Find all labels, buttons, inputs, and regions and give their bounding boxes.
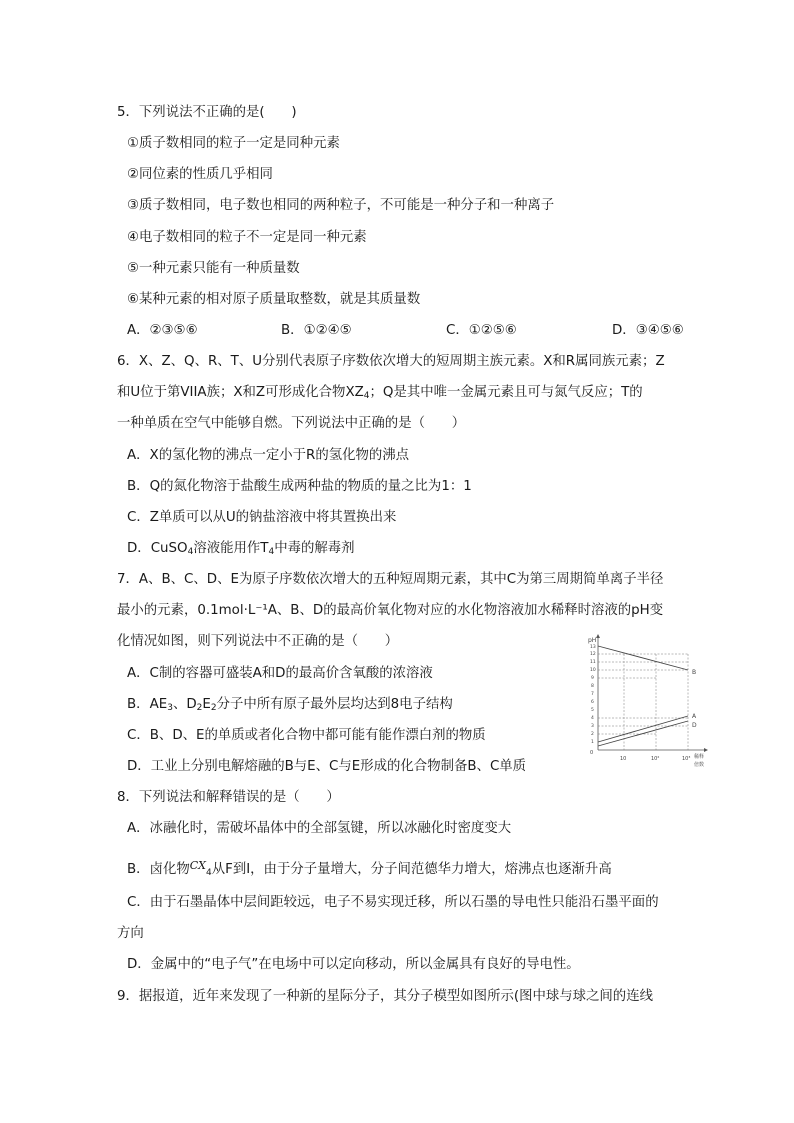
y-tick-8: 8 xyxy=(591,684,594,689)
curve-d xyxy=(598,721,688,746)
y-axis-arrow xyxy=(596,634,600,638)
x-tick-100: 10² xyxy=(651,756,660,762)
q6-stem-line-1: 6．X、Z、Q、R、T、U分别代表原子序数依次增大的短周期主族元素。X和R属同族元素；Z xyxy=(117,354,665,369)
q8-option-a: A．冰融化时，需破坏晶体中的全部氢键，所以冰融化时密度变大 xyxy=(127,821,512,836)
q8-option-b: B．卤化物$^{CX}_4$从F到I，由于分子量增大，分子间范德华力增大，熔沸点也逐渐升高 xyxy=(127,859,612,878)
q9-stem-line-1: 9．据报道，近年来发现了一种新的星际分子，其分子模型如图所示(图中球与球之间的连线 xyxy=(117,989,653,1004)
q7-option-b: B．$AE_3$、$D_2E_2$分子中所有原子最外层均达到8电子结构 xyxy=(127,697,453,713)
q5-stem: 5．下列说法不正确的是( ) xyxy=(117,105,297,120)
q5-item-1: ①质子数相同的粒子一定是同种元素 xyxy=(127,136,340,151)
q6-option-a: A．X的氢化物的沸点一定小于R的氢化物的沸点 xyxy=(127,448,410,463)
curve-a xyxy=(598,716,688,742)
y-axis-label: pH xyxy=(588,637,597,644)
q5-item-6: ⑥某种元素的相对原子质量取整数，就是其质量数 xyxy=(127,292,421,307)
q7-stem-line-1: 7．A、B、C、D、E为原子序数依次增大的五种短周期元素，其中C为第三周期简单离子半径 xyxy=(117,572,664,587)
q5-item-3: ③质子数相同，电子数也相同的两种粒子，不可能是一种分子和一种离子 xyxy=(127,198,555,213)
curve-d-label: D xyxy=(692,722,697,729)
y-tick-9: 9 xyxy=(591,676,594,681)
q6-stem-line-3: 一种单质在空气中能够自燃。下列说法中正确的是（ ） xyxy=(117,416,466,431)
y-tick-11: 11 xyxy=(590,660,596,665)
y-tick-1: 1 xyxy=(591,740,594,745)
y-tick-6: 6 xyxy=(591,700,594,705)
x-axis-arrow xyxy=(704,748,708,752)
q6-option-c: C．Z单质可以从U的钠盐溶液中将其置换出来 xyxy=(127,510,397,525)
curve-b xyxy=(598,646,688,670)
q5-option-d: D．③④⑤⑥ xyxy=(612,323,684,338)
q6-option-d: D．CuSO$_4$溶液能用作$T_4$中毒的解毒剂 xyxy=(127,541,355,557)
q5-item-5: ⑤一种元素只能有一种质量数 xyxy=(127,261,300,276)
curve-a-label: A xyxy=(692,713,697,720)
q7-option-a: A．C制的容器可盛装A和D的最高价含氧酸的浓溶液 xyxy=(127,666,433,681)
q8-stem: 8．下列说法和解释错误的是（ ） xyxy=(117,790,340,805)
y-tick-4: 4 xyxy=(591,716,594,721)
ph-dilution-graph xyxy=(586,632,712,770)
y-tick-10: 10 xyxy=(590,668,596,673)
y-tick-12: 12 xyxy=(590,652,596,657)
q7-stem-line-3: 化情况如图，则下列说法中不正确的是（ ） xyxy=(117,634,399,649)
x-tick-10: 10 xyxy=(620,756,627,762)
x-axis-label-2: 倍数 xyxy=(694,762,705,768)
q7-option-d: D．工业上分别电解熔融的B与E、C与E形成的化合物制备B、C单质 xyxy=(127,759,527,774)
y-tick-2: 2 xyxy=(591,732,594,737)
q8-option-d: D．金属中的“电子气”在电场中可以定向移动，所以金属具有良好的导电性。 xyxy=(127,957,580,972)
y-tick-7: 7 xyxy=(591,692,594,697)
x-tick-1000: 10³ xyxy=(682,756,691,762)
q7-option-c: C．B、D、E的单质或者化合物中都可能有能作漂白剂的物质 xyxy=(127,728,486,743)
guide-lines xyxy=(598,654,688,750)
y-tick-13: 13 xyxy=(590,645,596,650)
q5-option-a: A．②③⑤⑥ xyxy=(127,323,198,338)
q5-option-b: B．①②④⑤ xyxy=(281,323,352,338)
x-axis-label-1: 稀释 xyxy=(694,754,705,760)
q6-option-b: B．Q的氮化物溶于盐酸生成两种盐的物质的量之比为1：1 xyxy=(127,479,472,494)
q5-item-4: ④电子数相同的粒子不一定是同一种元素 xyxy=(127,230,367,245)
y-tick-3: 3 xyxy=(591,724,594,729)
q5-option-c: C．①②⑤⑥ xyxy=(446,323,517,338)
q6-stem-line-2: 和U位于第VIIA族；X和Z可形成化合物$XZ_4$；Q是其中唯一金属元素且可与氮气反应；T的 xyxy=(117,385,643,401)
origin-label: 0 xyxy=(590,750,594,756)
q8-option-c-line-2: 方向 xyxy=(117,926,144,941)
y-tick-5: 5 xyxy=(591,708,594,713)
curve-b-label: B xyxy=(692,669,697,676)
q5-item-2: ②同位素的性质几乎相同 xyxy=(127,167,273,182)
q8-option-c-line-1: C．由于石墨晶体中层间距较远，电子不易实现迁移，所以石墨的导电性只能沿石墨平面的 xyxy=(127,895,659,910)
q7-stem-line-2: 最小的元素，0.1mol·L⁻¹A、B、D的最高价氧化物对应的水化物溶液加水稀释时溶液的pH变 xyxy=(117,603,664,618)
